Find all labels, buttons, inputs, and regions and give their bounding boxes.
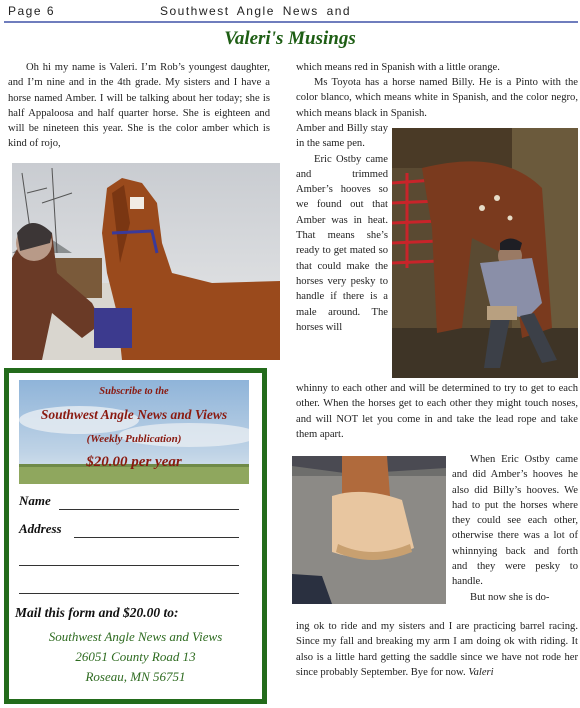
address-field-3[interactable] [19, 593, 239, 594]
header-rule [4, 21, 578, 23]
mail-instructions: Mail this form and $20.00 to: [15, 605, 179, 620]
paragraph-billy: Ms Toyota has a horse named Billy. He is a Pinto with the color blanco, which means white in Spanish, and the color negro, which means black in Spanish. [296, 77, 578, 119]
subscribe-price: $20.00 per year [86, 454, 182, 470]
mail-address-street: 26051 County Road 13 [75, 649, 196, 664]
paragraph-intro: Oh hi my name is Valeri. I’m Rob’s youngest daughter, and I’m nine and in the 4th grade. My sisters and I have a horse named Amber. I will be talking about her today; she is half Appaloosa and half quarter horse. She is eighteen and will be nineteen this year. She is the color amber which is kind of rojo, [8, 62, 270, 150]
paragraph-col2-top: which means red in Spanish with a little orange. [296, 62, 500, 73]
address-field-2[interactable] [19, 565, 239, 566]
mail-address-city: Roseau, MN 56751 [85, 669, 186, 684]
name-field[interactable] [59, 509, 239, 510]
paragraph-doing-lead: But now she is do- [470, 591, 550, 603]
address-label: Address [19, 521, 62, 536]
paragraph-eric-trim: Eric Ostby came and trimmed Amber’s hooves so we found out that Amber was in heat. That means she’s ready to get mated so that could make the horses very pesky to handle if there is a male around. The horses will [296, 153, 388, 333]
signature: Valeri [468, 666, 494, 678]
photo-horse-amber [12, 163, 280, 360]
subscribe-publication: Southwest Angle News and Views [40, 407, 228, 422]
narrow-column-upper [296, 121, 388, 335]
article-title: Valeri's Musings [224, 28, 356, 49]
name-label: Name [19, 493, 51, 508]
subscribe-line: Subscribe to the [99, 386, 169, 397]
page-number: Page 6 [8, 4, 56, 18]
subscribe-frequency: (Weekly Publication) [86, 433, 182, 445]
photo-hoof-trimming [392, 128, 578, 378]
subscription-banner [19, 380, 249, 484]
subscription-form [4, 368, 267, 704]
photo-hoof-closeup [292, 456, 446, 604]
address-field-1[interactable] [74, 537, 239, 538]
publication-header: Southwest Angle News and [160, 4, 352, 18]
narrow-column-lower [452, 452, 578, 605]
paragraph-same-pen: Amber and Billy stay in the same pen. [296, 123, 388, 150]
closing-text: ing ok to ride and my sisters and I are practicing barrel racing. Since my fall and breaking my arm I am doing ok with riding. It also is a little hard getting the saddle since we have not rode her since probably September. Bye for now. [296, 621, 578, 678]
paragraph-billy-hooves: When Eric Ostby came and did Amber’s hooves he also did Billy’s hooves. We had to put the horses where they could see each other, otherwise there was a lot of whinnying back and forth and they were pesky to handle. [452, 454, 578, 588]
mail-address-name: Southwest Angle News and Views [48, 629, 223, 644]
paragraph-closing [296, 619, 578, 680]
paragraph-whinny: whinny to each other and will be determined to try to get to each other. When the horses get to each other they might touch noses, and will NOT let you come in and take the lead rope and take them apart. [296, 383, 578, 440]
